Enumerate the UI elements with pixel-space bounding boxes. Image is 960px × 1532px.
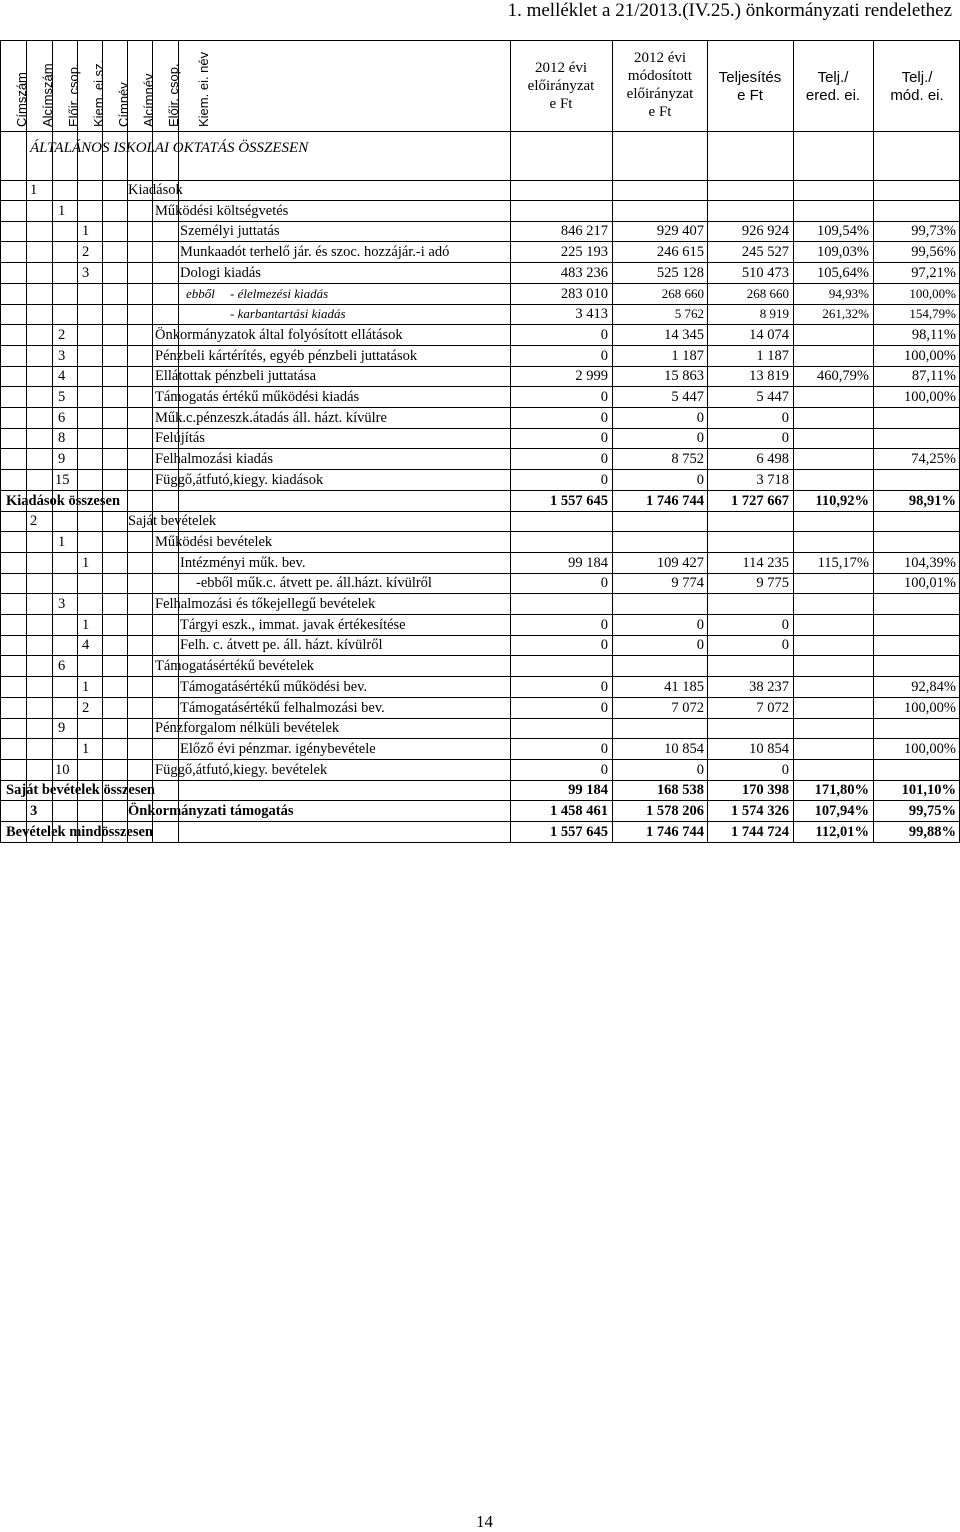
row-value: 0 (781, 409, 789, 426)
row-value: 100,00% (904, 389, 956, 405)
row-value: 0 (781, 761, 789, 778)
row-value: 112,01% (815, 823, 869, 840)
row-value: 1 746 744 (646, 492, 704, 509)
row-value: 100,00% (909, 285, 956, 301)
row-value: 154,79% (909, 306, 956, 322)
table-row (0, 573, 960, 594)
row-value: 3 413 (575, 306, 608, 323)
row-code-3: 2 (82, 244, 90, 261)
row-label: Felhalmozási és tőkejellegű bevételek (155, 596, 376, 612)
header-telj-ered: Telj./ ered. ei. (805, 69, 861, 104)
row-label: Felh. c. átvett pe. áll. házt. kívülről (180, 637, 383, 654)
row-label: Kiadások összesen (6, 492, 121, 509)
row-code-2: 1 (58, 202, 66, 219)
page-number: 14 (476, 1512, 493, 1531)
row-value: 10 854 (749, 740, 789, 757)
row-code-1: 2 (30, 513, 38, 530)
table-row (0, 635, 960, 656)
row-label: Felhalmozási kiadás (155, 451, 273, 468)
row-label: Intézményi műk. bev. (180, 554, 306, 571)
row-value: 5 447 (756, 389, 789, 405)
row-value: 14 074 (749, 326, 789, 343)
table-row (0, 739, 960, 760)
row-value: 98,11% (911, 326, 956, 343)
row-label: Bevételek mindösszesen (6, 823, 153, 840)
row-value: 114 235 (742, 554, 789, 571)
row-value: 100,00% (904, 347, 956, 364)
row-label: Tárgyi eszk., immat. javak értékesítése (180, 616, 406, 633)
row-label: Pénzforgalom nélküli bevételek (155, 720, 340, 737)
table-row (0, 408, 960, 429)
row-value: 10 854 (664, 740, 704, 757)
row-value: 6 498 (756, 451, 789, 468)
header-eloir-csop-2: Előir. csop. (166, 63, 181, 127)
row-label: Függő,átfutó,kiegy. kiadások (155, 471, 324, 488)
row-value: 0 (600, 575, 608, 592)
row-value: 268 660 (746, 285, 789, 301)
row-label: Kiadások (128, 182, 183, 198)
row-value: 460,79% (817, 368, 869, 385)
row-value: 1 458 461 (550, 803, 608, 819)
table-row (0, 221, 960, 242)
row-code-2: 5 (58, 389, 66, 405)
table-row (0, 263, 960, 284)
row-label: Személyi juttatás (180, 223, 280, 240)
row-value: 0 (781, 637, 789, 654)
header-alcimnev: Alcímnév (141, 73, 156, 127)
page-title: 1. melléklet a 21/2013.(IV.25.) önkormányzati rendelethez (507, 0, 952, 21)
row-value: 87,11% (911, 368, 956, 385)
row-value: 170 398 (741, 782, 789, 799)
row-label: -ebből műk.c. átvett pe. áll.házt. kívülről (196, 575, 432, 592)
table-row (0, 366, 960, 387)
header-kiem-einev: Kiem. ei. név (196, 51, 211, 127)
row-sublabel: - élelmezési kiadás (230, 285, 329, 301)
row-label: Működési költségvetés (155, 202, 289, 219)
row-value: 5 762 (674, 306, 704, 322)
row-value: 109,54% (817, 223, 869, 240)
row-value: 1 744 724 (731, 823, 789, 840)
row-value: 846 217 (560, 223, 608, 240)
row-label: Pénzbeli kártérítés, egyéb pénzbeli juttatások (155, 347, 418, 364)
row-label: Függő,átfutó,kiegy. bevételek (155, 761, 328, 778)
row-value: 0 (600, 389, 608, 405)
row-value: 0 (696, 616, 704, 633)
row-value: 7 072 (756, 699, 789, 716)
row-code-2: 3 (58, 347, 66, 364)
row-code-2: 6 (58, 409, 66, 426)
row-value: 246 615 (656, 244, 704, 261)
row-code-2: 15 (55, 471, 70, 488)
row-value: 0 (600, 347, 608, 364)
row-value: 9 774 (671, 575, 704, 592)
row-code-2: 10 (55, 761, 70, 778)
row-value: 0 (600, 616, 608, 633)
row-value: 8 919 (759, 306, 789, 322)
row-label: Dologi kiadás (180, 264, 261, 281)
table-row (0, 346, 960, 367)
row-value: 1 574 326 (731, 803, 789, 819)
row-code-2: 9 (58, 451, 66, 468)
table-row (0, 511, 960, 532)
row-value: 107,94% (814, 803, 869, 819)
table-row (0, 677, 960, 698)
header-eloir-csop: Előir. csop. (66, 63, 81, 127)
header-alcimszam: Alcímszám (40, 63, 55, 127)
row-value: 41 185 (664, 678, 704, 695)
table-row (0, 698, 960, 719)
row-value: 0 (696, 409, 704, 426)
row-code-1: 3 (30, 803, 38, 819)
row-label: Támogatás értékű működési kiadás (155, 389, 360, 405)
row-value: 0 (600, 326, 608, 343)
row-code-3: 2 (82, 699, 90, 716)
row-code-3: 3 (82, 264, 90, 281)
row-value: 100,00% (904, 740, 956, 757)
row-value: 0 (781, 430, 789, 447)
table-header (0, 40, 960, 132)
row-value: 109 427 (656, 554, 704, 571)
row-label: Működési bevételek (155, 533, 273, 550)
table-row (0, 428, 960, 449)
row-value: 92,84% (911, 678, 956, 695)
row-code-3: 1 (82, 616, 90, 633)
row-value: 0 (696, 637, 704, 654)
row-value: 100,00% (904, 699, 956, 716)
row-label: Önkormányzatok által folyósított ellátások (155, 326, 403, 343)
row-code-3: 1 (82, 554, 90, 571)
row-value: 104,39% (904, 554, 956, 571)
row-value: 0 (600, 471, 608, 488)
row-value: 510 473 (741, 264, 789, 281)
row-code-2: 6 (58, 658, 66, 675)
row-value: 97,21% (911, 264, 956, 281)
row-value: 0 (696, 471, 704, 488)
row-code-3: 1 (82, 223, 90, 240)
row-value: 1 557 645 (550, 492, 608, 509)
row-code-2: 4 (58, 368, 66, 385)
row-label: Ellátottak pénzbeli juttatása (155, 368, 317, 385)
row-value: 261,32% (822, 306, 869, 322)
row-value: 105,64% (817, 264, 869, 281)
table-row (0, 325, 960, 346)
row-value: 0 (600, 409, 608, 426)
table-top-line (0, 180, 960, 181)
row-value: 14 345 (664, 326, 704, 343)
row-code-2: 3 (58, 596, 66, 612)
row-value: 0 (781, 616, 789, 633)
table-row (0, 491, 960, 512)
row-label: Saját bevételek (128, 513, 217, 530)
row-value: 171,80% (814, 782, 869, 799)
table-row (0, 822, 960, 843)
row-value: 525 128 (656, 264, 704, 281)
row-label: Támogatásértékű bevételek (155, 658, 315, 675)
row-value: 283 010 (560, 285, 608, 302)
row-label: Felújítás (155, 430, 205, 447)
table-row (0, 656, 960, 677)
row-value: 168 538 (656, 782, 704, 799)
row-value: 110,92% (815, 492, 869, 509)
row-value: 268 660 (661, 285, 704, 301)
row-value: 1 746 744 (646, 823, 704, 840)
row-label: Támogatásértékű működési bev. (180, 678, 368, 695)
header-kiem-eisz: Kiem. ei.sz. (91, 59, 106, 127)
row-label: Önkormányzati támogatás (128, 803, 294, 819)
row-value: 0 (696, 430, 704, 447)
row-value: 38 237 (749, 678, 789, 695)
row-value: 245 527 (741, 244, 789, 261)
table-row (0, 242, 960, 263)
table-row (0, 201, 960, 222)
row-value: 0 (600, 637, 608, 654)
row-value: 1 557 645 (550, 823, 608, 840)
row-value: 7 072 (671, 699, 704, 716)
row-label: Munkaadót terhelő jár. és szoc. hozzájár.-i adó (180, 244, 450, 261)
table-row (0, 801, 960, 822)
row-label: Támogatásértékű felhalmozási bev. (180, 699, 385, 716)
row-value: 9 775 (756, 575, 789, 592)
row-value: 94,93% (828, 285, 869, 301)
row-value: 1 727 667 (731, 492, 789, 509)
row-value: 926 924 (741, 223, 789, 240)
table-row (0, 284, 960, 305)
row-value: 99 184 (568, 554, 608, 571)
row-value: 3 718 (756, 471, 789, 488)
table-row (0, 470, 960, 491)
row-value: 0 (600, 451, 608, 468)
table-row (0, 553, 960, 574)
row-value: 109,03% (817, 244, 869, 261)
row-value: 483 236 (560, 264, 608, 281)
row-value: 0 (696, 761, 704, 778)
row-value: 0 (600, 430, 608, 447)
header-cimnev: Címnév (116, 82, 131, 127)
row-value: 1 187 (756, 347, 789, 364)
row-code-2: 2 (58, 326, 66, 343)
section-title: ÁLTALÁNOS ISKOLAI OKTATÁS ÖSSZESEN (30, 140, 309, 156)
header-eredeti: 2012 évi előirányzat e Ft (527, 60, 595, 112)
row-value: 1 187 (671, 347, 704, 364)
row-value: 5 447 (671, 389, 704, 405)
row-value: 100,01% (904, 575, 956, 592)
row-code-3: 1 (82, 678, 90, 695)
table-row (0, 449, 960, 470)
header-telj-mod: Telj./ mód. ei. (890, 69, 944, 104)
row-divider (0, 842, 960, 843)
row-value: 99,88% (908, 823, 956, 840)
table-row (0, 180, 960, 201)
row-value: 0 (600, 761, 608, 778)
row-value: 0 (600, 740, 608, 757)
row-value: 74,25% (911, 451, 956, 468)
row-value: 99,56% (911, 244, 956, 261)
row-code-1: 1 (30, 182, 38, 198)
table-row (0, 594, 960, 615)
row-value: 99,73% (911, 223, 956, 240)
row-code-3: 4 (82, 637, 90, 654)
row-value: 0 (600, 678, 608, 695)
table-row (0, 532, 960, 553)
row-code-2: 8 (58, 430, 66, 447)
row-sublabel: - karbantartási kiadás (230, 306, 346, 322)
table-row (0, 718, 960, 739)
row-value: 1 578 206 (646, 803, 704, 819)
table-row (0, 615, 960, 636)
table-row (0, 387, 960, 408)
row-value: 2 999 (575, 368, 608, 385)
row-code-3: 1 (82, 740, 90, 757)
row-value: 13 819 (749, 368, 789, 385)
row-value: 15 863 (664, 368, 704, 385)
row-value: 8 752 (671, 451, 704, 468)
row-value: 225 193 (560, 244, 608, 261)
table-row (0, 304, 960, 325)
row-label: Előző évi pénzmar. igénybevétele (180, 740, 376, 757)
row-label: Saját bevételek összesen (6, 782, 156, 799)
row-code-2: 9 (58, 720, 66, 737)
table-row (0, 760, 960, 781)
row-code-2: 1 (58, 533, 66, 550)
row-label: Műk.c.pénzeszk.átadás áll. házt. kívülre (155, 409, 387, 426)
row-value: 99 184 (568, 782, 608, 799)
row-label: ebből (186, 285, 215, 301)
header-modositott: 2012 évi módosított előirányzat e Ft (626, 50, 694, 120)
header-cimszam: Címszám (14, 72, 29, 127)
row-value: 101,10% (901, 782, 956, 799)
row-value: 115,17% (817, 554, 869, 571)
row-value: 99,75% (908, 803, 956, 819)
row-value: 0 (600, 699, 608, 716)
row-value: 98,91% (908, 492, 956, 509)
table-row (0, 780, 960, 801)
header-teljesites: Teljesítés e Ft (718, 69, 782, 104)
row-value: 929 407 (656, 223, 704, 240)
